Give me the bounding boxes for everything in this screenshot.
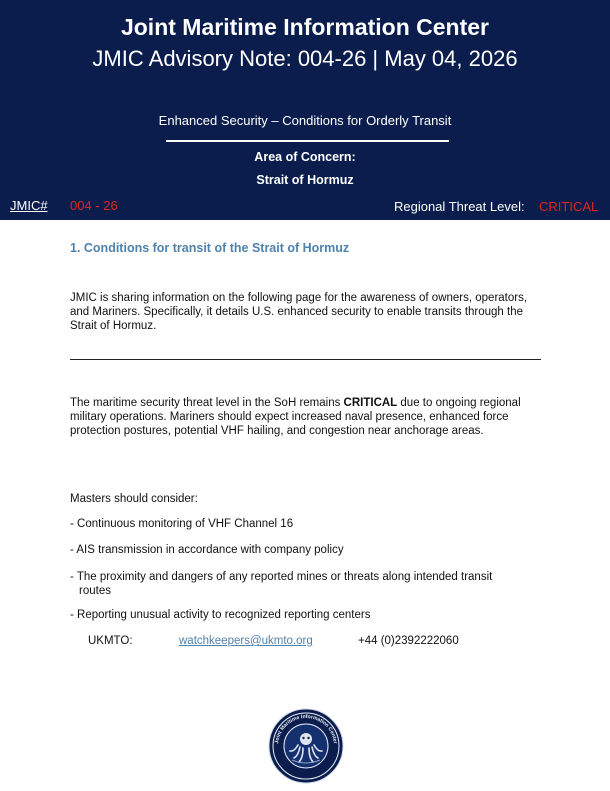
section-heading: 1. Conditions for transit of the Strait of Hormuz	[70, 241, 350, 255]
jmic-seal-icon	[268, 708, 344, 784]
area-of-concern-label: Area of Concern:	[254, 150, 356, 164]
list-item	[70, 570, 540, 598]
threat-level-label: Regional Threat Level:	[394, 199, 525, 214]
section-divider	[70, 359, 541, 360]
threat-text-critical: CRITICAL	[343, 397, 398, 409]
list-item: - Reporting unusual activity to recognized reporting centers	[70, 609, 371, 621]
header-divider	[166, 140, 449, 142]
list-item: - AIS transmission in accordance with company policy	[70, 544, 344, 556]
threat-text-before: The maritime security threat level in the SoH remains	[70, 397, 344, 409]
threat-paragraph	[70, 396, 540, 438]
contact-email-link[interactable]: watchkeepers@ukmto.org	[179, 635, 313, 647]
masters-intro: Masters should consider:	[70, 493, 198, 505]
contact-phone: +44 (0)2392222060	[358, 635, 459, 647]
threat-level-value: CRITICAL	[539, 199, 599, 214]
seal-text: Joint Maritime Information Center	[274, 713, 338, 745]
header-banner	[0, 0, 610, 220]
list-item-text: - The proximity and dangers of any reported mines or threats along intended transit	[70, 571, 493, 583]
list-item-continuation: routes	[79, 585, 111, 597]
advisory-subtitle: JMIC Advisory Note: 004-26 | May 04, 2026	[92, 46, 518, 71]
area-of-concern-value: Strait of Hormuz	[256, 173, 354, 187]
contact-label: UKMTO:	[88, 635, 133, 647]
threat-text-after: due to ongoing regional military operations. Mariners should expect increased naval presence, enhanced force protection postures, potential VHF hailing, and congestion near anchorage areas.	[70, 397, 521, 437]
jmic-number-label: JMIC#	[10, 198, 48, 213]
list-item: - Continuous monitoring of VHF Channel 16	[70, 518, 294, 530]
page-title: Joint Maritime Information Center	[120, 14, 490, 40]
advisory-topic: Enhanced Security – Conditions for Orderly Transit	[158, 113, 452, 128]
intro-paragraph: JMIC is sharing information on the following page for the awareness of owners, operators, and Mariners. Specifically, it details U.S. enhanced security to enable transits through the Strait of Hormuz.	[70, 292, 528, 332]
jmic-number-value: 004 - 26	[70, 198, 118, 213]
